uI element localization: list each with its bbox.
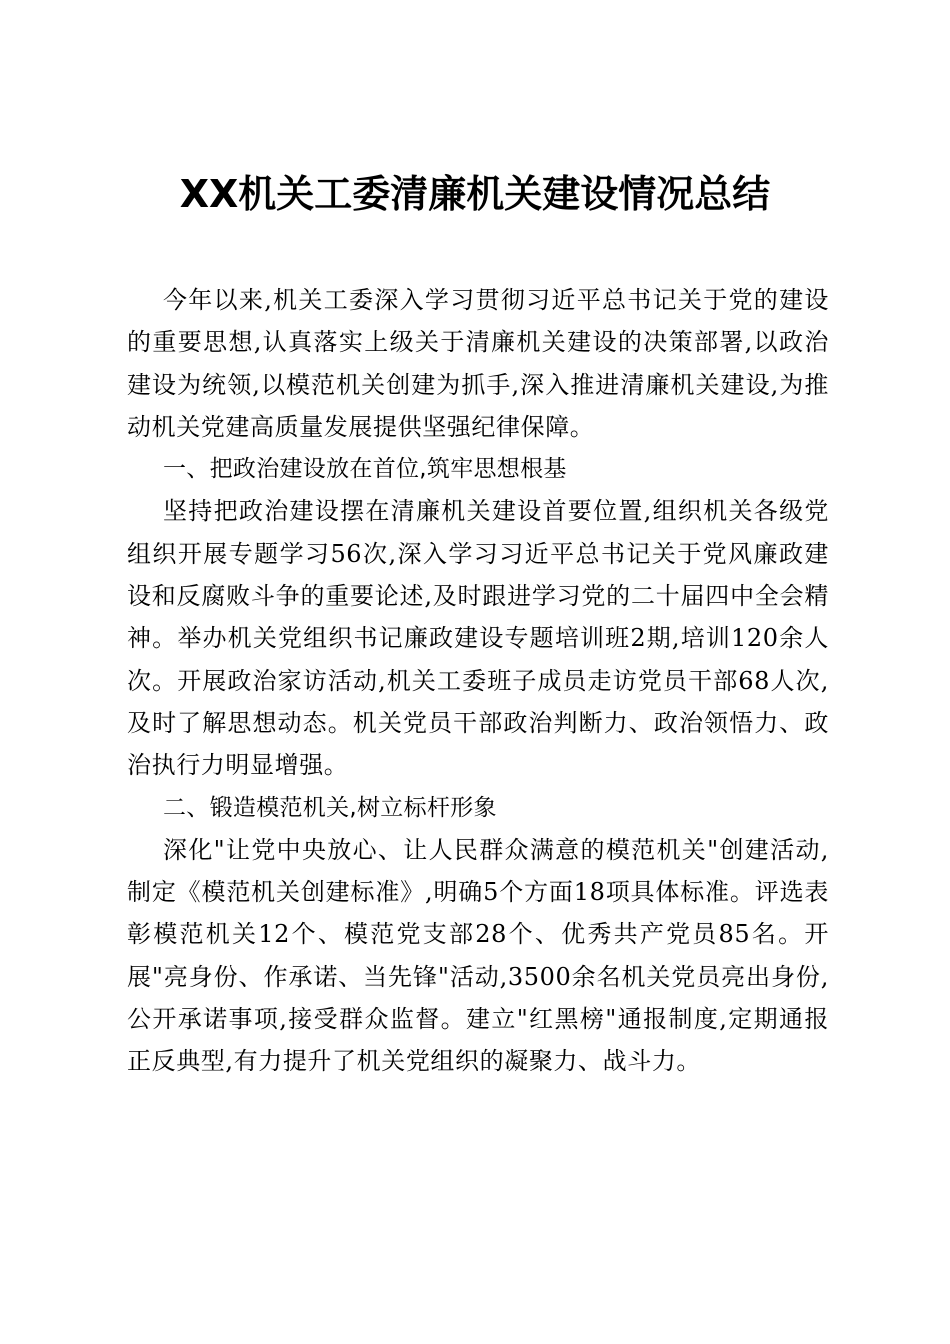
section-2	[127, 787, 829, 1083]
document-title: XX机关工委清廉机关建设情况总结	[179, 172, 771, 216]
section-paragraph: 坚持把政治建设摆在清廉机关建设首要位置,组织机关各级党组织开展专题学习56次,深入学习习近平总书记关于党风廉政建设和反腐败斗争的重要论述,及时跟进学习党的二十届四中全会精神。举办机关党组织书记廉政建设专题培训班2期,培训120余人次。开展政治家访活动,机关工委班子成员走访党员干部68人次,及时了解思想动态。机关党员干部政治判断力、政治领悟力、政治执行力明显增强。	[127, 497, 829, 780]
section-1	[127, 448, 829, 786]
section-paragraph: 深化"让党中央放心、让人民群众满意的模范机关"创建活动,制定《模范机关创建标准》,明确5个方面18项具体标准。评选表彰模范机关12个、模范党支部28个、优秀共产党员85名。开展"亮身份、作承诺、当先锋"活动,3500余名机关党员亮出身份,公开承诺事项,接受群众监督。建立"红黑榜"通报制度,定期通报正反典型,有力提升了机关党组织的凝聚力、战斗力。	[127, 835, 829, 1076]
document-body	[127, 279, 829, 1083]
section-heading: 一、把政治建设放在首位,筑牢思想根基	[163, 456, 567, 483]
intro-paragraph: 今年以来,机关工委深入学习贯彻习近平总书记关于党的建设的重要思想,认真落实上级关于清廉机关建设的决策部署,以政治建设为统领,以模范机关创建为抓手,深入推进清廉机关建设,为推动机关党建高质量发展提供坚强纪律保障。	[127, 286, 829, 441]
section-heading: 二、锻造模范机关,树立标杆形象	[163, 794, 497, 821]
